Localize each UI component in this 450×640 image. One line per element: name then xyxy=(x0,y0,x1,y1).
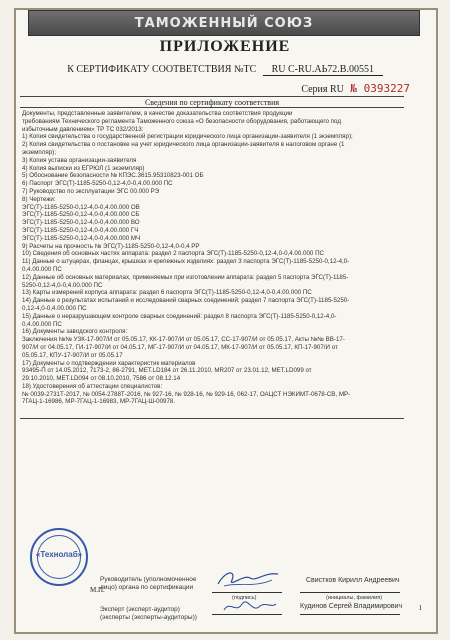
head-name-line xyxy=(300,592,400,593)
document-line: 6) Паспорт ЭГС(Т)-1185-5250-0,12-4,0-0,4.00.000 ПС xyxy=(22,180,173,188)
expert-signature xyxy=(222,598,278,616)
head-signature xyxy=(214,566,282,592)
expert-name-line xyxy=(300,614,400,615)
bottom-rule xyxy=(20,418,404,419)
document-line: ЭГС(Т)-1185-5250-0,12-4,0-0,4.00.000 ОВ xyxy=(22,203,140,211)
document-line: 4) Копия выписки из ЕГРЮЛ (1 экземпляр) xyxy=(22,164,145,172)
document-line: 1) Копия свидетельства о государственной регистрации юридического лица организации-заявителя (1 экземпляр); xyxy=(22,133,353,141)
series-label: Серия RU xyxy=(301,84,344,95)
document-line: ЭГС(Т)-1185-5250-0,12-4,0-0,4.00.000 МЧ xyxy=(22,234,141,242)
document-line: 0,4.00.000 ПС xyxy=(22,265,62,273)
document-line: 7ГАЦ-1-16986, МР-7ГАЦ-1-16983, МР-7ГАЦ-Ш-00978. xyxy=(22,398,176,406)
document-line: 12) Данные об основных материалах, применяемых при изготовлении аппарата: раздел 5 паспорта ЭГС(Т)-1185- xyxy=(22,273,349,281)
series-number: № 0393227 xyxy=(350,82,410,95)
head-signature-line xyxy=(212,592,282,593)
document-line: № 0039-2731Т-2017, № 0054-2788Т-2016, № 927-16, № 928-16, № 929-16, 062-17, ОАЦСТ НЭКИМТ-0678-СВ, МР- xyxy=(22,390,351,398)
mp-label: М.П. xyxy=(90,586,105,594)
document-line: 7) Руководство по эксплуатации ЭГС 00.000 РЭ xyxy=(22,187,160,195)
document-line: 5250-0,12-4,0-0,4.00.000 ПС xyxy=(22,281,103,289)
document-line: 16) Документы заводского контроля: xyxy=(22,328,128,336)
document-line: 9) Расчеты на прочность № ЭГС(Т)-1185-5250-0,12-4,0-0,4 РР xyxy=(22,242,200,250)
document-line: ЭГС(Т)-1185-5250-0,12-4,0-0,4.00.000 ВО xyxy=(22,219,140,227)
document-line: ЭГС(Т)-1185-5250-0,12-4,0-0,4.00.000 СБ xyxy=(22,211,140,219)
expert-label-line2: (эксперты (эксперты-аудиторы)) xyxy=(100,614,197,621)
expert-label xyxy=(100,606,197,622)
head-label-line2: лицо) органа по сертификации xyxy=(100,584,194,591)
head-caption-name: (инициалы, фамилия) xyxy=(326,595,383,601)
document-line: 0,4.00.000 ПС xyxy=(22,320,62,328)
document-line: 15) Данные о неразрушающем контроле сварных соединений: раздел 8 паспорта ЭГС(Т)-1185-5250-0,12-4,0- xyxy=(22,312,337,320)
document-line: 14) Данные о результатах испытаний и исследований сварных соединений: раздел 7 паспорта ЭГС(Т)-1185-5250- xyxy=(22,297,350,305)
document-line: экземпляр); xyxy=(22,148,56,156)
expert-name: Кудинов Сергей Владимирович xyxy=(300,603,403,610)
box-title: Сведения по сертификату соответствия xyxy=(144,98,280,107)
head-label-line1: Руководитель (уполномоченное xyxy=(100,576,197,583)
stamp-text: «Технолаб» xyxy=(35,550,83,559)
document-line: 2) Копия свидетельства о постановке на учет юридического лица организации-заявителя в налоговом органе (1 xyxy=(22,141,345,149)
series-row xyxy=(301,82,410,95)
document-line: Заключения №№ УЗК-17-907/И от 05.05.17, КК-17-907/И от 05.05.17, СС-17-907/И от 05.05.17, Акты №№ ВВ-17- xyxy=(22,336,345,344)
document-line: 11) Данные о штуцерах, фланцах, крышках и крепежных изделиях: раздел 3 паспорта ЭГС(Т)-1185-5250-0,12-4,0- xyxy=(22,258,350,266)
document-line: 13) Карты измерений корпуса аппарата: раздел 6 паспорта ЭГС(Т)-1185-5250-0,12-4,0-0,4.00.000 ПС xyxy=(22,289,312,297)
document-line: избыточным давлением» ТР ТС 032/2013: xyxy=(22,125,144,133)
page-number: 1 xyxy=(418,604,422,612)
document-line: 05.05.17, КПУ-17-907/И от 05.05.17 xyxy=(22,351,123,359)
document-line: 5) Обоснование безопасности № КПЭС.3615.95310823-001 ОБ xyxy=(22,172,204,180)
document-line: 8) Чертежи: xyxy=(22,195,56,203)
document-list xyxy=(22,110,404,406)
document-line: ЭГС(Т)-1185-5250-0,12-4,0-0,4.00.000 ГЧ xyxy=(22,226,139,234)
top-rule xyxy=(20,96,404,97)
head-caption-sign: (подпись) xyxy=(232,595,257,601)
document-line: 29.10.2010, МЕТ.LD094 от 08.10.2010, 7586 от 08.12.14 xyxy=(22,375,181,383)
box-title-rule xyxy=(20,107,404,108)
page-title: ПРИЛОЖЕНИЕ xyxy=(159,38,291,55)
document-line: 907/И от 04.05.17, ГИ-17-907/И от 04.05.17, МГ-17-907/И от 04.05.17, МК-17-907/И от 05.05.17, КП-17-907/И от xyxy=(22,343,338,351)
document-line: Документы, представленные заявителем, в качестве доказательства соответствия продукции xyxy=(22,110,293,117)
document-line: 3) Копия устава организации-заявителя xyxy=(22,156,137,164)
certificate-number: RU С-RU.АЬ72.В.00551 xyxy=(263,64,383,76)
document-line: 0,12-4,0-0,4.00.000 ПС xyxy=(22,304,87,312)
document-line: 18) Удостоверения об аттестации специалистов: xyxy=(22,382,163,390)
expert-label-line1: Эксперт (эксперт-аудитор) xyxy=(100,606,180,613)
document-line: 93495-П от 14.05.2012, 7173-2, 86-2791, МЕТ.LD184 от 26.11.2010, МR207 от 23.01.12, МЕТ.LD099 от xyxy=(22,367,312,375)
banner-text: ТАМОЖЕННЫЙ СОЮЗ xyxy=(134,15,314,31)
head-name: Свистков Кирилл Андреевич xyxy=(306,577,400,584)
organization-stamp xyxy=(30,528,88,586)
head-label xyxy=(100,576,196,592)
document-line: 10) Сведения об основных частях аппарата: раздел 2 паспорта ЭГС(Т)-1185-5250-0,12-4,0-0,4.00.000 ПС xyxy=(22,250,324,258)
certificate-subtitle xyxy=(0,64,450,76)
document-line: требованиям Технического регламента Таможенного союза «О безопасности оборудования, работающего под xyxy=(22,117,341,125)
customs-union-banner xyxy=(28,10,420,36)
subtitle-prefix: К СЕРТИФИКАТУ СООТВЕТСТВИЯ №ТС xyxy=(67,64,257,75)
document-line: 17) Документы о подтверждении характеристик материалов xyxy=(22,359,196,367)
